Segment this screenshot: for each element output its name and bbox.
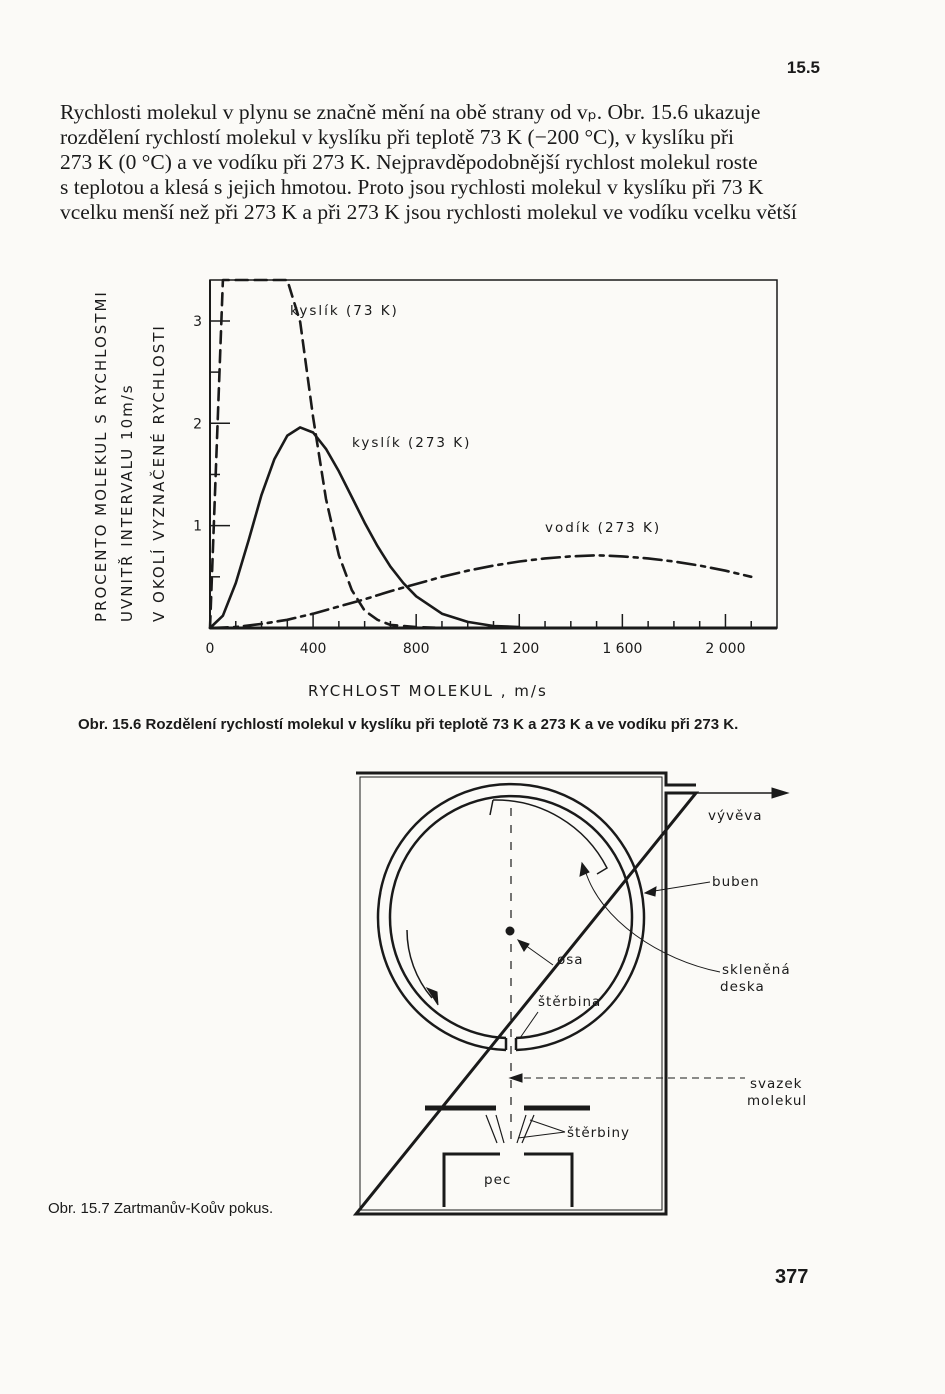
label-sterbiny: štěrbiny xyxy=(567,1125,631,1141)
leader-sklenena xyxy=(585,870,720,972)
drum-axis-dot xyxy=(506,927,514,935)
chart-ticks xyxy=(210,321,751,628)
zartman-ko-apparatus-diagram xyxy=(0,760,945,1240)
y-axis-label-line-1: PROCENTO MOLEKUL S RYCHLOSTMI xyxy=(92,290,110,622)
body-line: rozdělení rychlostí molekul v kyslíku při teplotě 73 K (−200 °C), v kyslíku při xyxy=(60,125,734,149)
rotation-arrow xyxy=(407,930,432,998)
leader-svazek-head xyxy=(510,1074,522,1082)
leader-buben-head xyxy=(645,887,656,896)
label-buben: buben xyxy=(712,874,760,890)
x-tick-label: 0 xyxy=(205,641,215,657)
leader-osa xyxy=(525,945,553,965)
x-tick-label: 2 000 xyxy=(705,641,746,657)
series-label-oxygen-73k: kyslík (73 K) xyxy=(290,303,399,319)
series-line-1 xyxy=(210,427,519,628)
label-vyveva: vývěva xyxy=(708,808,763,824)
leader-buben xyxy=(648,882,710,892)
y-tick-label: 1 xyxy=(193,518,202,535)
body-line: vcelku menší než při 273 K a při 273 K jsou rychlosti molekul ve vodíku vcelku větší xyxy=(60,200,797,224)
label-svazek-1: svazek xyxy=(750,1076,803,1092)
page-number: 377 xyxy=(775,1266,809,1288)
label-pec: pec xyxy=(484,1172,512,1188)
label-osa: osa xyxy=(557,952,584,968)
y-tick-label: 2 xyxy=(193,416,202,433)
figure-caption-15-7: Obr. 15.7 Zartmanův-Koův pokus. xyxy=(48,1200,274,1217)
leader-sterbina xyxy=(520,1012,538,1038)
figure-caption-15-6: Obr. 15.6 Rozdělení rychlostí molekul v kyslíku při teplotě 73 K a 273 K a ve vodíku při 273 K. xyxy=(78,716,739,733)
series-line-0 xyxy=(210,280,468,628)
chart-series xyxy=(210,280,751,628)
chart-frame xyxy=(210,280,777,628)
chart-tick-labels xyxy=(193,314,745,657)
body-line: s teplotou a klesá s jejich hmotou. Proto jsou rychlosti molekul v kyslíku při 73 K xyxy=(60,175,764,199)
y-axis-label-line-2: UVNITŘ INTERVALU 10m/s xyxy=(118,383,136,622)
body-line: Rychlosti molekul v plynu se značně mění na obě strany od vₚ. Obr. 15.6 ukazuje xyxy=(60,100,761,124)
section-number: 15.5 xyxy=(786,58,820,77)
leader-sklenena-head xyxy=(580,863,589,876)
x-tick-label: 1 600 xyxy=(602,641,643,657)
body-line: 273 K (0 °C) a ve vodíku při 273 K. Nejpravděpodobnější rychlost molekul roste xyxy=(60,150,758,174)
rotation-arrow-head xyxy=(427,988,438,1005)
series-label-hydrogen-273k: vodík (273 K) xyxy=(545,520,662,536)
series-label-oxygen-273k: kyslík (273 K) xyxy=(352,435,472,451)
series-line-2 xyxy=(210,555,751,628)
beam-spread xyxy=(486,1115,534,1143)
plot-area-border xyxy=(210,280,777,628)
label-svazek-2: molekul xyxy=(747,1093,808,1109)
x-tick-label: 400 xyxy=(299,641,327,657)
x-tick-label: 800 xyxy=(402,641,430,657)
x-tick-label: 1 200 xyxy=(499,641,540,657)
pump-arrow-head xyxy=(772,788,788,798)
label-sterbina: štěrbina xyxy=(538,994,602,1010)
housing-inner-outline xyxy=(360,777,662,1210)
housing-outline xyxy=(356,773,696,1214)
y-tick-label: 3 xyxy=(193,313,202,330)
y-axis-label-line-3: V OKOLÍ VYZNAČENÉ RYCHLOSTI xyxy=(150,324,168,622)
label-sklenena-2: deska xyxy=(720,979,765,995)
leader-osa-head xyxy=(518,940,529,951)
label-sklenena-1: skleněná xyxy=(722,962,791,978)
x-axis-label: RYCHLOST MOLEKUL , m/s xyxy=(308,682,548,700)
